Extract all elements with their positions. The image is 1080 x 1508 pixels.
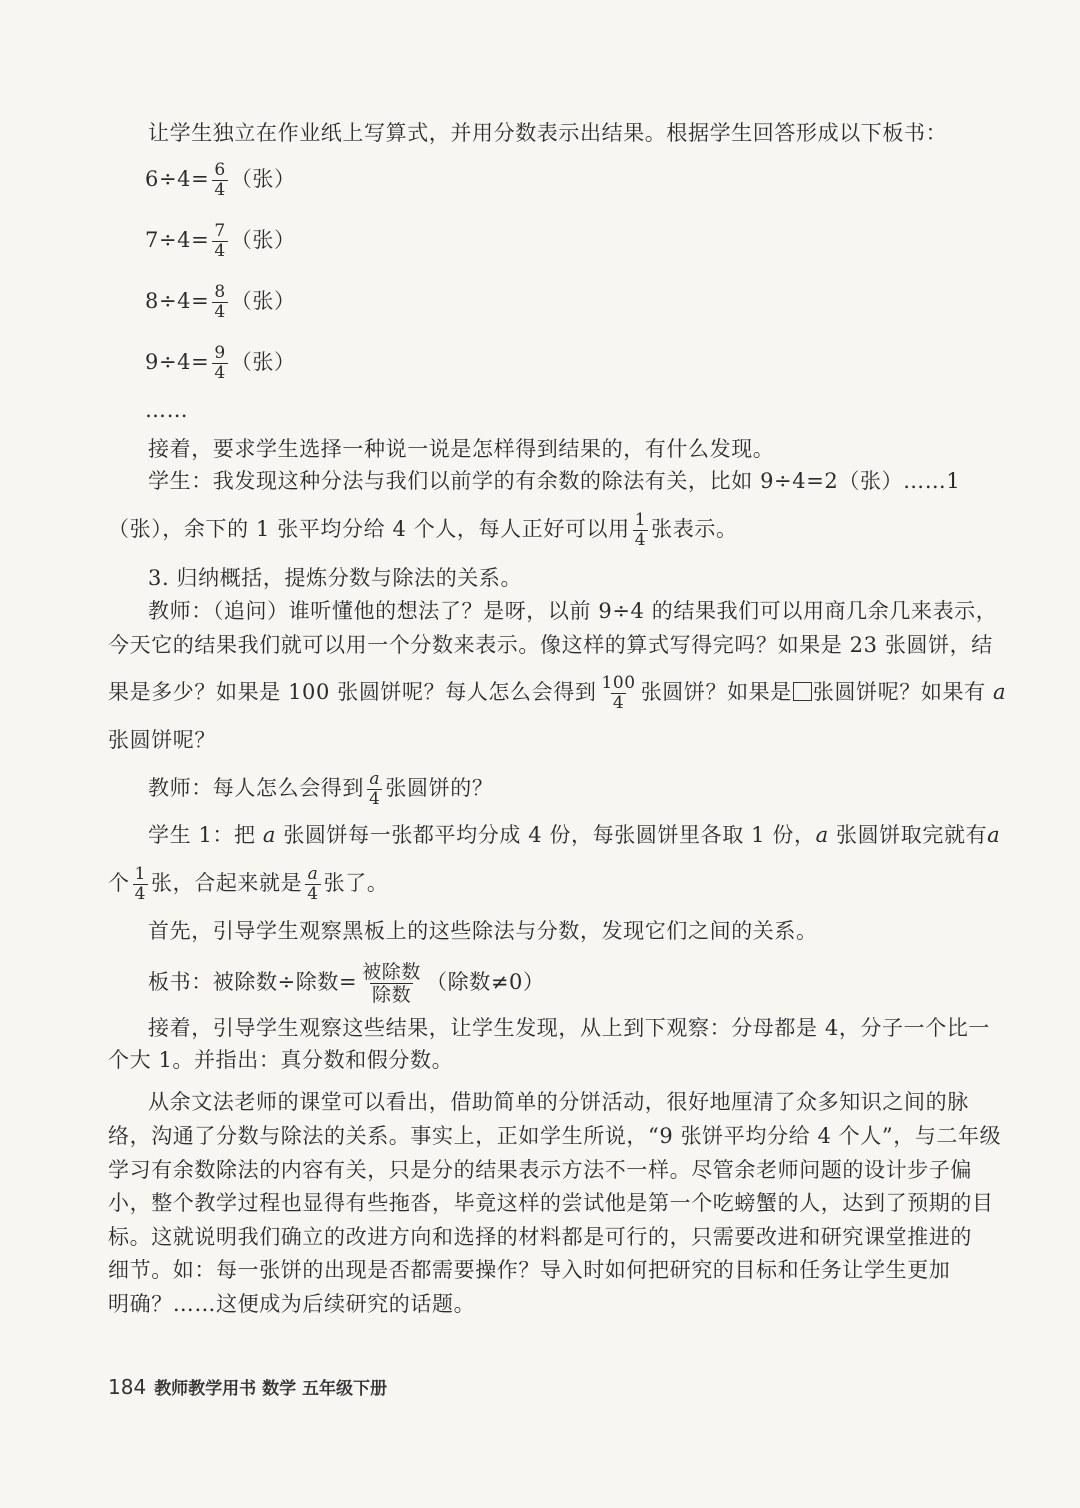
variable-a: a [815,823,829,847]
teacher-line-2: 今天它的结果我们就可以用一个分数来表示。像这样的算式写得完吗？如果是 23 张圆饼，结 [108,633,993,657]
denominator: 4 [214,180,226,200]
student1-text-b: 张圆饼每一张都平均分成 4 份，每张圆饼里各取 1 份， [283,823,816,847]
variable-a: a [992,680,1007,704]
section-3-heading: 3. 归纳概括，提炼分数与除法的关系。 [148,566,523,590]
equation-lhs: 7÷4= [145,228,210,252]
denominator: 4 [612,693,625,713]
page-number: 184 [108,1375,147,1399]
student1-text-a: 学生 1：把 [148,823,256,847]
numerator: a [307,864,319,884]
then-line-2: 个大 1。并指出：真分数和假分数。 [108,1048,454,1072]
unit: （张） [230,228,296,252]
student-text-b: 张表示。 [651,517,738,541]
denominator: 4 [134,884,147,904]
unit: （张） [230,350,296,374]
board-text-a: 板书：被除数÷除数= [148,970,358,994]
teacher-line-3 [108,675,1006,712]
numerator: 6 [214,160,226,180]
fraction [133,866,148,903]
page-footer [108,1374,387,1399]
numerator: 7 [214,221,226,241]
teacher-line-1: 教师：（追问）谁听懂他的想法了？是呀，以前 9÷4 的结果我们可以用商几余几来表示， [148,599,998,623]
para-line-6: 细节。如：每一张饼的出现是否都需要操作？导入时如何把研究的目标和任务让学生更加 [108,1258,951,1282]
fraction [599,675,637,712]
equation-lhs: 9÷4= [145,350,210,374]
student-line-1: 学生：我发现这种分法与我们以前学的有余数的除法有关，比如 9÷4=2（张）……1 [148,469,961,493]
student1-line-2 [108,866,388,903]
denominator: 4 [369,789,381,809]
teacher-text-c: 张圆饼呢？如果有 [812,680,986,704]
numerator: 100 [601,673,636,693]
variable-a: a [262,823,277,847]
equation-lhs: 6÷4= [145,167,210,191]
first-text: 首先，引导学生观察黑板上的这些除法与分数，发现它们之间的关系。 [148,919,818,943]
denominator: 4 [307,884,319,904]
fraction [367,771,382,808]
fraction [633,512,648,549]
book-title: 教师教学用书 数学 五年级下册 [154,1379,388,1399]
para-line-4: 小，整个教学过程也显得有些拖沓，毕竟这样的尝试他是第一个吃螃蟹的人，达到了预期的目 [108,1191,994,1215]
teacher-line-4: 张圆饼呢？ [108,728,216,752]
student-line-2 [108,512,738,549]
equation-1 [145,162,296,199]
student1-line-1 [148,820,1000,850]
variable-a: a [987,823,1001,847]
fraction [212,284,227,321]
equation-2 [145,223,296,260]
numerator: a [369,769,381,789]
intro-text: 让学生独立在作业纸上写算式，并用分数表示出结果。根据学生回答形成以下板书： [148,121,948,145]
numerator: 被除数 [362,961,422,983]
equation-3 [145,284,296,321]
para-line-3: 学习有余数除法的内容有关，只是分的结果表示方法不一样。尽管余老师问题的设计步子偏 [108,1158,972,1182]
unit: （张） [230,167,296,191]
numerator: 9 [214,343,226,363]
student1-text-d: 个 [108,871,130,895]
para-line-7: 明确？……这便成为后续研究的话题。 [108,1292,476,1316]
para-line-1: 从余文法老师的课堂可以看出，借助简单的分饼活动，很好地厘清了众多知识之间的脉 [148,1090,969,1114]
denominator: 除数 [372,984,412,1006]
teacher-question-text-b: 张圆饼的？ [385,776,494,800]
para-line-5: 标。这就说明我们确立的改进方向和选择的材料都是可行的，只需要改进和研究课堂推进的 [108,1225,972,1249]
equation-lhs: 8÷4= [145,289,210,313]
board-text-b: （除数≠0） [426,970,545,994]
empty-box-symbol [793,682,812,701]
numerator: 8 [214,282,226,302]
fraction [305,866,320,903]
student1-text-c: 张圆饼取完就有 [835,823,988,847]
fraction [212,162,227,199]
equation-4 [145,345,296,382]
fraction [360,962,423,1005]
denominator: 4 [214,363,226,383]
student1-text-f: 张了。 [323,871,389,895]
denominator: 4 [214,241,226,261]
ellipsis: …… [145,398,189,422]
board-line [148,962,545,1005]
next-text: 接着，要求学生选择一种说一说是怎样得到结果的，有什么发现。 [148,437,775,461]
unit: （张） [230,289,296,313]
fraction [212,345,227,382]
para-line-2: 络，沟通了分数与除法的关系。事实上，正如学生所说，“9 张饼平均分给 4 个人”，与二年级 [108,1124,1002,1148]
numerator: 1 [634,510,647,530]
teacher-question-text-a: 教师：每人怎么会得到 [148,776,364,800]
student-text-a: （张），余下的 1 张平均分给 4 个人，每人正好可以用 [108,517,630,541]
denominator: 4 [214,302,226,322]
denominator: 4 [634,530,647,550]
student1-text-e: 张，合起来就是 [151,871,303,895]
teacher-question-line [148,771,493,808]
then-line-1: 接着，引导学生观察这些结果，让学生发现，从上到下观察：分母都是 4，分子一个比一 [148,1016,991,1040]
numerator: 1 [134,864,147,884]
teacher-text-a: 果是多少？如果是 100 张圆饼呢？每人怎么会得到 [108,680,597,704]
teacher-text-b: 张圆饼？如果是 [640,680,792,704]
fraction [212,223,227,260]
